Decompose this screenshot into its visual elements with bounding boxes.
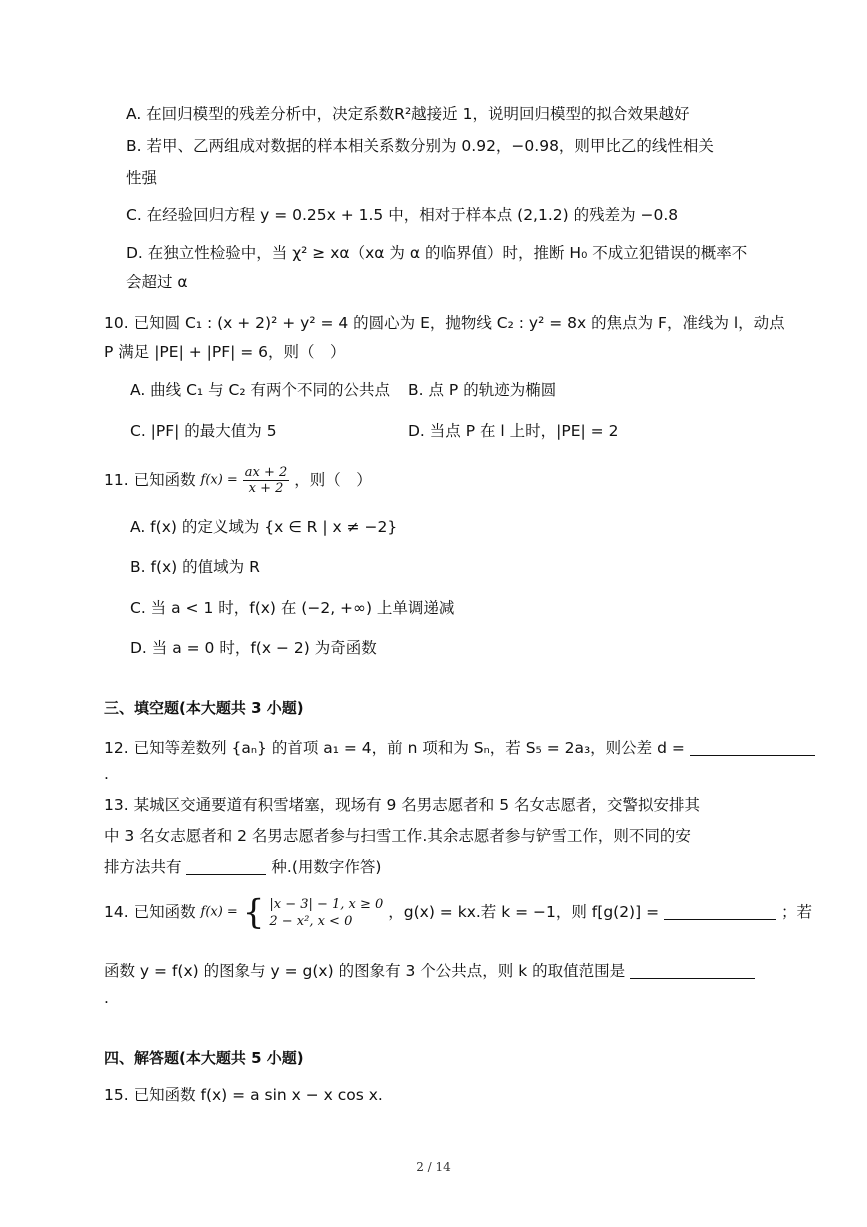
q9-option-b-line2: 性强	[126, 169, 158, 187]
q9-option-a: A. 在回归模型的残差分析中，决定系数R²越接近 1，说明回归模型的拟合效果越好	[126, 105, 690, 123]
q11-function-name: f(x) =	[200, 472, 238, 488]
q11-stem	[104, 462, 372, 499]
q10-stem-line1: 10. 已知圆 C₁ : (x + 2)² + y² = 4 的圆心为 E，抛物线 C₂ : y² = 8x 的焦点为 F，准线为 l，动点	[104, 314, 785, 332]
q9-option-b-line1: B. 若甲、乙两组成对数据的样本相关系数分别为 0.92，−0.98，则甲比乙的线性相关	[126, 137, 714, 155]
section4-title: 四、解答题(本大题共 5 小题)	[104, 1049, 304, 1067]
q9-option-c: C. 在经验回归方程 y = 0.25x + 1.5 中，相对于样本点 (2,1.2) 的残差为 −0.8	[126, 206, 679, 224]
page-number: 2 / 14	[416, 1160, 451, 1174]
q14-function-name: f(x) =	[200, 904, 238, 920]
q14-answer-blank-2[interactable]	[630, 962, 755, 979]
q11-denominator: x + 2	[248, 481, 284, 496]
q14-mid: ，g(x) = kx.若 k = −1，则 f[g(2)] =	[388, 903, 660, 921]
q14-line2	[104, 961, 755, 981]
q12-stem: 12. 已知等差数列 {aₙ} 的首项 a₁ = 4，前 n 项和为 Sₙ，若 S₅ = 2a₃，则公差 d =	[104, 739, 685, 757]
q11-option-d: D. 当 a = 0 时，f(x − 2) 为奇函数	[130, 639, 377, 657]
q12-answer-blank[interactable]	[690, 739, 815, 756]
q11-option-c: C. 当 a < 1 时，f(x) 在 (−2, +∞) 上单调递减	[130, 599, 455, 617]
q14-stem	[104, 892, 812, 933]
q14-answer-blank-1[interactable]	[664, 903, 776, 920]
q14-stem-prefix: 14. 已知函数	[104, 903, 196, 921]
q13-line2: 中 3 名女志愿者和 2 名男志愿者参与扫雪工作.其余志愿者参与铲雪工作，则不同的安	[104, 827, 691, 845]
q9-option-d-line1: D. 在独立性检验中，当 χ² ≥ xα（xα 为 α 的临界值）时，推断 H₀ 不成立犯错误的概率不	[126, 244, 748, 262]
q11-option-b: B. f(x) 的值域为 R	[130, 558, 260, 576]
q13-line3-prefix: 排方法共有	[104, 858, 182, 876]
q12-tail: .	[104, 765, 109, 783]
q11-stem-prefix: 11. 已知函数	[104, 471, 196, 489]
q13-line1: 13. 某城区交通要道有积雪堵塞，现场有 9 名男志愿者和 5 名女志愿者，交警拟安排其	[104, 796, 701, 814]
q11-numerator: ax + 2	[244, 465, 288, 480]
q10-stem-line2: P 满足 |PE| + |PF| = 6，则（ ）	[104, 343, 346, 361]
q10-option-d: D. 当点 P 在 l 上时，|PE| = 2	[408, 422, 619, 440]
q13-line3	[104, 857, 381, 877]
q11-stem-suffix: ，则（ ）	[294, 471, 372, 489]
q10-option-a: A. 曲线 C₁ 与 C₂ 有两个不同的公共点	[130, 381, 390, 399]
q15-text: 15. 已知函数 f(x) = a sin x − x cos x.	[104, 1086, 383, 1104]
q14-case1: |x − 3| − 1, x ≥ 0	[269, 896, 384, 912]
section3-title: 三、填空题(本大题共 3 小题)	[104, 699, 304, 717]
q10-option-b: B. 点 P 的轨迹为椭圆	[408, 381, 557, 399]
q9-option-d-line2: 会超过 α	[126, 273, 188, 291]
q13-line3-suffix: 种.(用数字作答)	[271, 858, 382, 876]
q14-end: ；若	[780, 903, 812, 921]
q14-piecewise-cases	[269, 896, 383, 930]
q14-line2-text: 函数 y = f(x) 的图象与 y = g(x) 的图象有 3 个公共点，则 k 的取值范围是	[104, 962, 626, 980]
q14-tail: .	[104, 989, 109, 1007]
q14-piecewise-brace: {	[242, 892, 265, 933]
q12-text	[104, 738, 815, 758]
q10-option-c: C. |PF| 的最大值为 5	[130, 422, 277, 440]
q14-case2: 2 − x², x < 0	[269, 913, 353, 929]
q11-option-a: A. f(x) 的定义域为 {x ∈ R | x ≠ −2}	[130, 518, 398, 536]
q13-answer-blank[interactable]	[186, 858, 266, 875]
q11-fraction	[243, 465, 290, 496]
